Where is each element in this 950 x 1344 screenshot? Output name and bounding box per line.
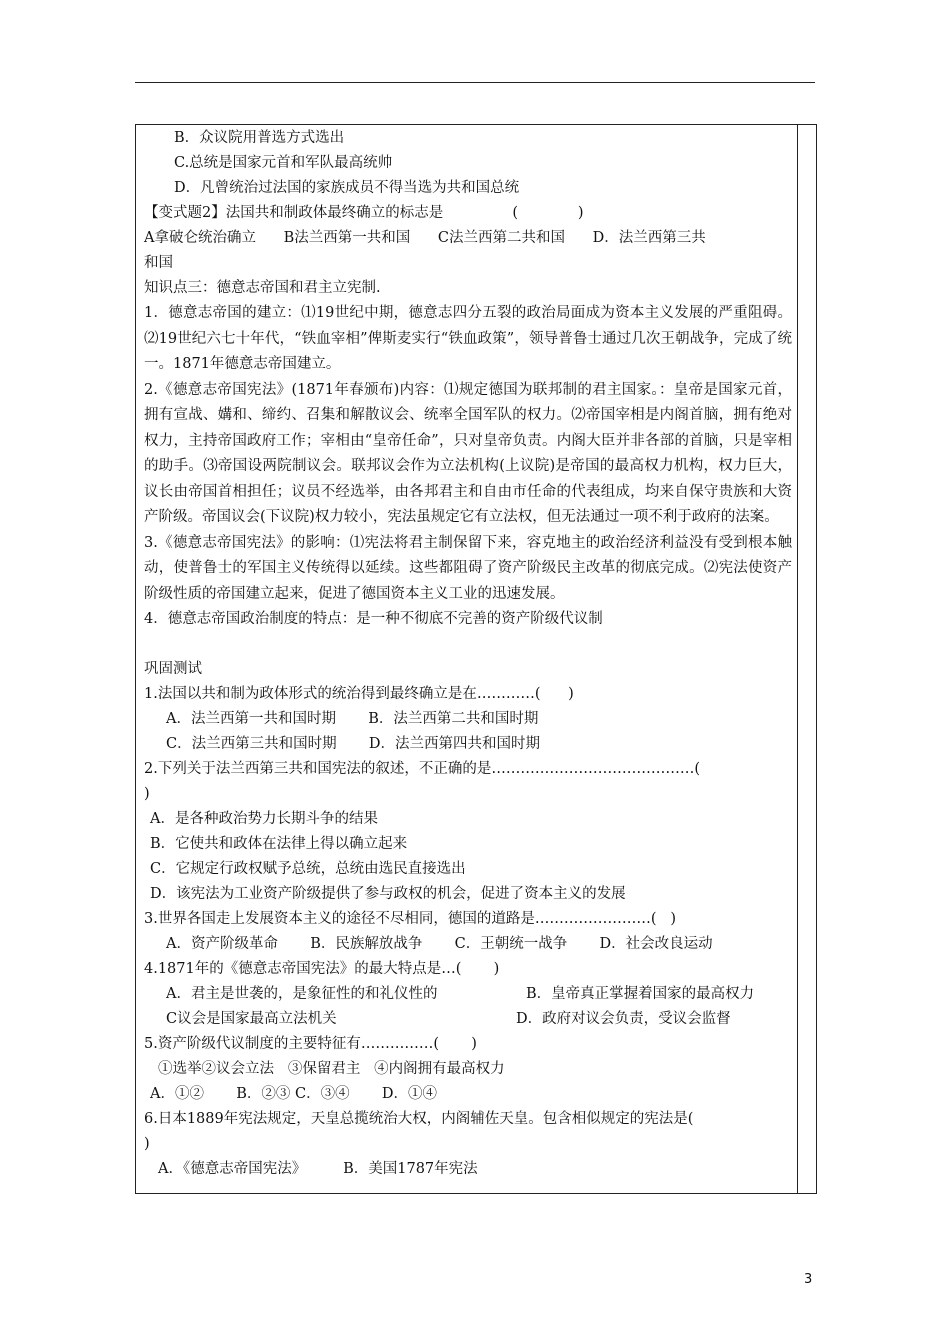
test-title: 巩固测试	[144, 661, 202, 677]
question-6-wrap: )	[144, 1136, 150, 1152]
question-5-options: A．①② B．②③ C．③④ D．①④	[150, 1086, 437, 1102]
knowledge-point-3-title: 知识点三：德意志帝国和君主立宪制.	[144, 280, 381, 296]
main-content	[144, 126, 792, 1182]
option-b-line: B．众议院用普选方式选出	[174, 130, 345, 146]
question-2-wrap: )	[144, 786, 150, 802]
question-4-option-b: B．皇帝真正掌握着国家的最高权力	[526, 986, 755, 1002]
question-1: 1.法国以共和制为政体形式的统治得到最终确立是在…………( )	[144, 686, 574, 702]
question-4-options-ab	[144, 982, 792, 1007]
question-3-options: A．资产阶级革命 B．民族解放战争 C．王朝统一战争 D．社会改良运动	[166, 936, 713, 952]
question-2-option-b: B．它使共和政体在法律上得以确立起来	[150, 836, 408, 852]
question-6-options: A．《德意志帝国宪法》 B．美国1787年宪法	[158, 1161, 478, 1177]
question-5-items: ①选举②议会立法 ③保留君主 ④内阁拥有最高权力	[158, 1061, 505, 1077]
question-6: 6.日本1889年宪法规定，天皇总揽统治大权，内阁辅佐天皇。包含相似规定的宪法是(	[144, 1111, 694, 1127]
question-1-options-cd: C．法兰西第三共和国时期 D．法兰西第四共和国时期	[166, 736, 540, 752]
question-4-option-a: A．君主是世袭的，是象征性的和礼仪性的	[166, 986, 438, 1002]
question-2-option-a: A．是各种政治势力长期斗争的结果	[150, 811, 378, 827]
column-divider	[797, 124, 798, 1194]
knowledge-point-3-para-2: 2.《德意志帝国宪法》(1871年春颁布)内容：⑴规定德国为联邦制的君主国家。：皇帝是国家元首，拥有宣战、媾和、缔约、召集和解散议会、统率全国军队的权力。⑵帝国宰相是内阁首脑，拥有绝对权力，主持帝国政府工作；宰相由“皇帝任命”，只对皇帝负责。内阁大臣并非各部的首脑，只是宰相的助手。⑶帝国设两院制议会。联邦议会作为立法机构(上议院)是帝国的最高权力机构，权力巨大，议长由帝国首相担任；议员不经选举，由各邦君主和自由市任命的代表组成，均来自保守贵族和大资产阶级。帝国议会(下议院)权力较小，宪法虽规定它有立法权，但无法通过一项不利于政府的法案。	[144, 381, 792, 525]
knowledge-point-3-para-4: 4．德意志帝国政治制度的特点：是一种不彻底不完善的资产阶级代议制	[144, 611, 603, 627]
variant-question-2: 【变式题2】法国共和制政体最终确立的标志是 ( )	[144, 205, 584, 221]
question-2: 2.下列关于法兰西第三共和国宪法的叙述，不正确的是……………………………………(	[144, 761, 700, 777]
knowledge-point-3-para-3: 3.《德意志帝国宪法》的影响：⑴宪法将君主制保留下来，容克地主的政治经济利益没有受到根本触动，使普鲁士的军国主义传统得以延续。这些都阻碍了资产阶级民主改革的彻底完成。⑵宪法使资产阶级性质的帝国建立起来，促进了德国资本主义工业的迅速发展。	[144, 534, 792, 602]
question-4-option-d: D．政府对议会负责，受议会监督	[516, 1011, 731, 1027]
page-number: 3	[804, 1272, 813, 1287]
option-c-line: C.总统是国家元首和军队最高统帅	[174, 155, 393, 171]
knowledge-point-3-para-1: 1．德意志帝国的建立：⑴19世纪中期，德意志四分五裂的政治局面成为资本主义发展的严重阻碍。⑵19世纪六七十年代，“铁血宰相”俾斯麦实行“铁血政策”，领导普鲁士通过几次王朝战争，完成了统一。1871年德意志帝国建立。	[144, 305, 792, 372]
variant-question-2-options-wrap: 和国	[144, 255, 173, 271]
header-rule	[135, 82, 815, 83]
blank-line	[144, 632, 792, 657]
question-4-option-c: C议会是国家最高立法机关	[166, 1011, 337, 1027]
variant-question-2-options: A拿破仑统治确立 B法兰西第一共和国 C法兰西第二共和国 D．法兰西第三共	[144, 230, 706, 246]
question-2-option-c: C．它规定行政权赋予总统，总统由选民直接选出	[150, 861, 466, 877]
question-4-options-cd	[144, 1007, 792, 1032]
question-1-options-ab: A．法兰西第一共和国时期 B．法兰西第二共和国时期	[166, 711, 539, 727]
question-2-option-d: D．该宪法为工业资产阶级提供了参与政权的机会，促进了资本主义的发展	[150, 886, 626, 902]
question-3: 3.世界各国走上发展资本主义的途径不尽相同，德国的道路是……………………( )	[144, 911, 676, 927]
question-5: 5.资产阶级代议制度的主要特征有……………( )	[144, 1036, 477, 1052]
option-d-line: D．凡曾统治过法国的家族成员不得当选为共和国总统	[174, 180, 520, 196]
question-4: 4.1871年的《德意志帝国宪法》的最大特点是…( )	[144, 961, 500, 977]
